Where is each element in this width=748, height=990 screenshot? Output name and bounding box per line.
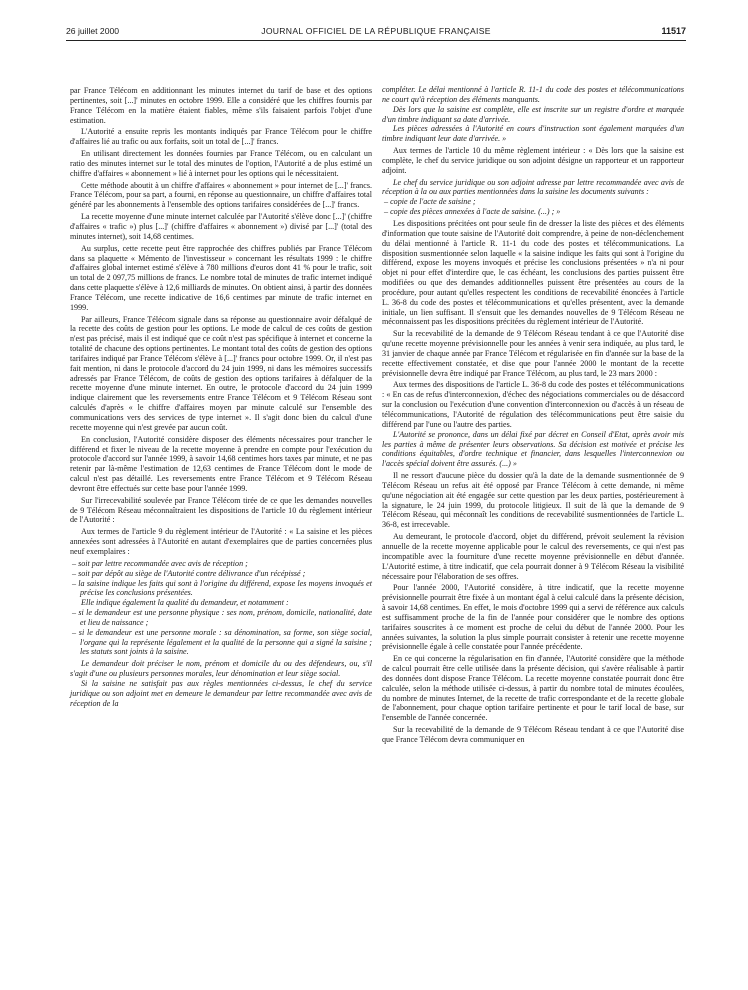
paragraph: Aux termes de l'article 9 du règlement intérieur de l'Autorité : « La saisine et les pièces annexées sont adressées à l'Autorité en autant d'exemplaires que de parties concernées plus neuf exemplaires : xyxy=(70,527,372,556)
list-item: – la saisine indique les faits qui sont à l'origine du différend, expose les moyens invoqués et précise les conclusions présentées. xyxy=(72,578,372,598)
paragraph: Il ne ressort d'aucune pièce du dossier qu'à la date de la demande susmentionnée de 9 Télécom Réseau un refus ait été opposé par France Télécom à cette demande, ni même qu'une négociation ait été engagée sur cette question par les deux parties, postérieurement à la signature, le 24 juin 1999, du protocole litigieux. Il suit de là que la demande de 9 Télécom Réseau, qui méconnaît les conditions de recevabilité susmentionnées de l'article L. 36-8, est irrecevable. xyxy=(382,471,684,530)
paragraph: Si la saisine ne satisfait pas aux règles mentionnées ci-dessus, le chef du service juridique ou son adjoint met en demeure le demandeur par lettre recommandée avec avis de réception de la xyxy=(70,678,372,708)
paragraph: par France Télécom en additionnant les minutes internet du tarif de base et des options pertinentes, soit [...]' minutes en octobre 1999. Elle a considéré que les chiffres fournis par France Télécom en la matière étaient fiables, même s'ils faisaient parfois l'objet d'une estimation. xyxy=(70,86,372,125)
list-item: – copie de l'acte de saisine ; xyxy=(384,197,476,207)
paragraph: Sur la recevabilité de la demande de 9 Télécom Réseau tendant à ce que l'Autorité dise qu'une recette moyenne prévisionnelle pour les années à venir sera indiquée, au plus tard, le 31 janvier de chaque année par France Télécom et régularisée en fin d'année sur la base de la recette effectivement constatée, et dise que pour l'année 2000 le montant de la recette prévisionnelle devra être indiqué par France Télécom, au plus tard, le 23 mars 2000 : xyxy=(382,329,684,378)
paragraph: La recette moyenne d'une minute internet calculée par l'Autorité s'élève donc [...]' (chiffre d'affaires « trafic ») plus [...]' (chiffre d'affaires « abonnement ») divisé par [...]' (total des minutes internet), soit 14,68 centimes. xyxy=(70,212,372,241)
right-column xyxy=(382,85,684,745)
paragraph: Sur la recevabilité de la demande de 9 Télécom Réseau tendant à ce que l'Autorité dise que France Télécom devra communiquer en xyxy=(382,725,684,744)
paragraph: Aux termes de l'article 10 du même règlement intérieur : « Dès lors que la saisine est complète, le chef du service juridique ou son adjoint désigne un rapporteur et un rapporteur adjoint. xyxy=(382,146,684,175)
paragraph: L'Autorité a ensuite repris les montants indiqués par France Télécom pour le chiffre d'affaires lié au trafic ou aux forfaits, soit un total de [...]' francs. xyxy=(70,127,372,147)
paragraph: En conclusion, l'Autorité considère disposer des éléments nécessaires pour trancher le différend et fixer le niveau de la recette moyenne à prendre en compte pour l'exécution du protocole d'accord sur l'année 1999, à savoir 14,68 centimes hors taxes par minute, et ne pas retenir par là-même l'estimation de 12,63 centimes de France Télécom dont le mode de calcul n'est pas détaillé. Les reversements entre France Télécom et 9 Télécom Réseau devront être effectués sur cette base pour l'année 1999. xyxy=(70,434,372,493)
left-column xyxy=(70,86,372,708)
list-item: – soit par dépôt au siège de l'Autorité contre délivrance d'un récépissé ; xyxy=(72,568,306,578)
paragraph: Au surplus, cette recette peut être rapprochée des chiffres publiés par France Télécom dans sa plaquette « Mémento de l'investisseur » concernant les résultats 1999 : le chiffre d'affaires global internet estimé s'élève à 780 millions d'euros dont 41 % pour le trafic, soit un total de 2 097,75 millions de francs. Le nombre total de minutes de trafic internet indiqué dans cette plaquette s'élève à 12,6 milliards de minutes. On obtient ainsi, à partir des données France Télécom, une recette indicative de 16,6 centimes par minute de trafic internet en 1999. xyxy=(70,243,372,312)
list-item: – soit par lettre recommandée avec avis de réception ; xyxy=(72,558,248,568)
paragraph: Le demandeur doit préciser le nom, prénom et domicile du ou des défendeurs, ou, s'il s'agit d'une ou plusieurs personnes morales, leur dénomination et leur siège social. xyxy=(70,659,372,679)
paragraph: En ce qui concerne la régularisation en fin d'année, l'Autorité considère que la méthode de calcul pourrait être celle utilisée dans la présente décision, qui s'avère réalisable à partir des données dont dispose France Télécom. La recette moyenne constatée pourrait donc être calculée, selon la méthode utilisée ci-dessus, à partir du nombre total de minutes écoulées, du nombre de minutes Internet, de la recette de trafic correspondante et de la recette globale de l'abonnement, pour chaque option tarifaire pertinente et pour le tarif local de base, sur l'ensemble de l'année concernée. xyxy=(382,654,684,723)
header-date: 26 juillet 2000 xyxy=(66,26,120,36)
list-item: – copie des pièces annexées à l'acte de saisine. (...) ; » xyxy=(384,207,561,217)
page-number: 11517 xyxy=(661,26,686,36)
paragraph: Pour l'année 2000, l'Autorité considère, à titre indicatif, que la recette moyenne prévisionnelle pourrait être fixée à un montant égal à celui calculé dans la présente décision, à savoir 14,68 centimes. En effet, le mois d'octobre 1999 qui a servi de référence aux calculs est suffisamment proche de la fin de l'année pour considérer que le nombre des options tarifaires souscrites à ce moment est proche de celui du début de l'année 2000. Pour les années suivantes, la solution la plus simple pourrait consister à retenir une recette moyenne prévisionnelle égale à celle constatée pour l'année précédente. xyxy=(382,583,684,652)
paragraph: Aux termes des dispositions de l'article L. 36-8 du code des postes et télécommunications : « En cas de refus d'interconnexion, d'échec des négociations commerciales ou de désaccord sur la conclusion ou l'exécution d'une convention d'interconnexion ou d'accès à un réseau de télécommunications, l'Autorité de régulation des télécommunications peut être saisie du différend par l'une ou l'autre des parties. xyxy=(382,380,684,429)
paragraph: Cette méthode aboutit à un chiffre d'affaires « abonnement » pour internet de [...]' francs. France Télécom, pour sa part, a fourni, en réponse au questionnaire, un chiffre d'affaires total généré par les abonnements à l'ensemble des options tarifaires considérées de [...]' francs. xyxy=(70,180,372,210)
paragraph: Sur l'irrecevabilité soulevée par France Télécom tirée de ce que les demandes nouvelles de 9 Télécom Réseau méconnaîtraient les dispositions de l'article 10 du règlement intérieur de l'Autorité : xyxy=(70,495,372,525)
paragraph: Par ailleurs, France Télécom signale dans sa réponse au questionnaire avoir défalqué de la recette des coûts de gestion pour les options. Le mode de calcul de ces coûts de gestion n'est pas précisé, mais il est indiqué que ce coût n'est pas spécifique à internet et concerne la totalité de chacune des options pertinentes. Le montant total des coûts de gestion des options tarifaires indiqué par France Télécom s'élève à [...]' francs pour octobre 1999. Or, il n'est pas fait mention, ni dans le protocole d'accord du 24 juin 1999, ni dans les mémoires successifs adressés par France Télécom, de coûts de gestion des options tarifaires à défalquer de la recette moyenne d'une minute internet. En outre, le protocole d'accord du 24 juin 1999 indique clairement que les reversements entre France Télécom et 9 Télécom Réseau sont calculés d'après « le chiffre d'affaires moyen par minute calculé sur l'ensemble des communications vers des services de type internet ». Il s'agit donc bien du calcul d'une recette moyenne qui n'est grevée par aucun coût. xyxy=(70,314,372,432)
paragraph: compléter. Le délai mentionné à l'article R. 11-1 du code des postes et télécommunications ne court qu'à réception des éléments manquants. xyxy=(382,85,684,104)
list-item: – si le demandeur est une personne physique : ses nom, prénom, domicile, nationalité, date et lieu de naissance ; xyxy=(72,608,372,627)
paragraph: Elle indique également la qualité du demandeur, et notamment : xyxy=(81,598,289,608)
page-header xyxy=(66,26,686,40)
journal-title: JOURNAL OFFICIEL DE LA RÉPUBLIQUE FRANÇAISE xyxy=(261,26,491,36)
paragraph: Le chef du service juridique ou son adjoint adresse par lettre recommandée avec avis de réception à la ou aux parties mentionnées dans la saisine les documents suivants : xyxy=(382,177,684,197)
paragraph: Au demeurant, le protocole d'accord, objet du différend, prévoit seulement la révision annuelle de la recette moyenne applicable pour le calcul des reversements, ce qui n'est pas incompatible avec la fourniture d'une recette moyenne prévisionnelle en début d'année. L'Autorité estime, à titre indicatif, que cela pourrait donner à 9 Télécom Réseau la visibilité nécessaire pour l'élaboration de ses offres. xyxy=(382,532,684,581)
paragraph: Les dispositions précitées ont pour seule fin de dresser la liste des pièces et des éléments d'information que toute saisine de l'Autorité doit comprendre, à peine de non-déclenchement du délai mentionné à l'article R. 11-1 du code des postes et télécommunications. La disposition susmentionnée selon laquelle « la saisine indique les faits qui sont à l'origine du différend, expose les moyens invoqués et précise les conclusions présentées » n'a ni pour objet ni pour effet d'interdire que, le cas échéant, les conclusions des parties puissent être modifiées ou que des demandes additionnelles puissent être présentées au cours de la procédure, pour autant qu'elles respectent les conditions de recevabilité énoncées à l'article L. 36-8 du code des postes et télécommunications et qu'elles présentent, avec la demande initiale, un lien suffisant. Il s'ensuit que les demandes nouvelles de 9 Télécom Réseau ne méconnaissent pas les dispositions précitées du règlement intérieur de l'Autorité. xyxy=(382,218,684,327)
paragraph: En utilisant directement les données fournies par France Télécom, ou en calculant un ratio des minutes internet sur le total des minutes de l'option, l'Autorité a de plus estimé un chiffre d'affaires « abonnement » lié à internet pour les options qui le nécessitaient. xyxy=(70,149,372,178)
header-rule xyxy=(66,40,686,41)
paragraph: Les pièces adressées à l'Autorité en cours d'instruction sont également marquées d'un timbre indiquant leur date d'arrivée. » xyxy=(382,124,684,144)
list-item: – si le demandeur est une personne morale : sa dénomination, sa forme, son siège social, l'organe qui la représente légalement et la qualité de la personne qui a signé la saisine ; les statuts sont joints à la saisine. xyxy=(72,627,372,657)
paragraph: Dès lors que la saisine est complète, elle est inscrite sur un registre d'ordre et marquée d'un timbre indiquant sa date d'arrivée. xyxy=(382,104,684,124)
paragraph: L'Autorité se prononce, dans un délai fixé par décret en Conseil d'Etat, après avoir mis les parties à même de présenter leurs observations. Sa décision est motivée et précise les conditions équitables, d'ordre technique et financier, dans lesquelles l'interconnexion ou l'accès spécial doivent être assurés. (...) » xyxy=(382,429,684,469)
